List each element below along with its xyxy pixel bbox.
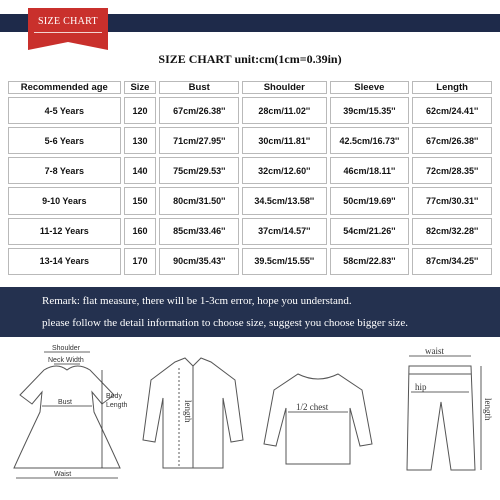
table-row (8, 248, 492, 275)
cell-size: 130 (124, 127, 157, 154)
cell-bust: 85cm/33.46'' (159, 218, 239, 245)
cell-bust: 80cm/31.50'' (159, 187, 239, 214)
cell-bust: 75cm/29.53'' (159, 157, 239, 184)
cell-sleeve: 46cm/18.11'' (330, 157, 410, 184)
cell-sleeve: 58cm/22.83'' (330, 248, 410, 275)
pants-waist-label: waist (425, 346, 444, 356)
cell-age: 4-5 Years (8, 97, 121, 124)
header-shoulder: Shoulder (242, 81, 326, 94)
cell-length: 72cm/28.35'' (412, 157, 492, 184)
header-length: Length (412, 81, 492, 94)
header-sleeve: Sleeve (330, 81, 410, 94)
cell-bust: 71cm/27.95'' (159, 127, 239, 154)
cell-length: 62cm/24.41'' (412, 97, 492, 124)
cell-bust: 67cm/26.38'' (159, 97, 239, 124)
cell-age: 13-14 Years (8, 248, 121, 275)
badge-ribbon-tail (28, 42, 108, 50)
cell-age: 5-6 Years (8, 127, 121, 154)
table-row (8, 218, 492, 245)
cell-sleeve: 54cm/21.26'' (330, 218, 410, 245)
cell-shoulder: 28cm/11.02'' (242, 97, 326, 124)
sweater-measure-diagram (258, 340, 378, 490)
cell-size: 160 (124, 218, 157, 245)
waist-label: Waist (54, 471, 72, 478)
cell-sleeve: 39cm/15.35'' (330, 97, 410, 124)
chart-title: SIZE CHART unit:cm(1cm=0.39in) (158, 52, 342, 66)
cell-sleeve: 50cm/19.69'' (330, 187, 410, 214)
cell-size: 150 (124, 187, 157, 214)
cell-length: 87cm/34.25'' (412, 248, 492, 275)
table-row (8, 157, 492, 184)
cell-age: 11-12 Years (8, 218, 121, 245)
remark-line-2: please follow the detail information to choose size, suggest you choose bigger size. (42, 317, 408, 329)
shirt-measure-diagram (135, 340, 250, 490)
cell-shoulder: 37cm/14.57'' (242, 218, 326, 245)
neck-width-label: Neck Width (48, 357, 84, 364)
remark-line-1: Remark: flat measure, there will be 1-3cm error, hope you understand. (42, 295, 352, 307)
pants-measure-diagram (385, 340, 497, 490)
cell-size: 120 (124, 97, 157, 124)
remark-panel (0, 287, 500, 337)
cell-age: 9-10 Years (8, 187, 121, 214)
badge-label: SIZE CHART (38, 16, 98, 27)
header-age: Recommended age (8, 81, 121, 94)
cell-length: 67cm/26.38'' (412, 127, 492, 154)
size-table (5, 78, 495, 278)
body-length-label-2: Length (106, 402, 128, 409)
cell-shoulder: 30cm/11.81'' (242, 127, 326, 154)
dress-outline (14, 366, 120, 468)
cell-shoulder: 39.5cm/15.55'' (242, 248, 326, 275)
badge-divider (34, 32, 102, 33)
cell-bust: 90cm/35.43'' (159, 248, 239, 275)
pants-hip-label: hip (415, 382, 427, 392)
size-chart-badge (28, 8, 108, 42)
cell-size: 140 (124, 157, 157, 184)
cell-age: 7-8 Years (8, 157, 121, 184)
table-row (8, 97, 492, 124)
body-length-label-1: Body (106, 393, 122, 400)
cell-length: 77cm/30.31'' (412, 187, 492, 214)
bust-label: Bust (58, 399, 73, 406)
pants-length-label: length (483, 398, 493, 421)
header-size: Size (124, 81, 157, 94)
shoulder-label: Shoulder (52, 345, 81, 352)
cell-shoulder: 32cm/12.60'' (242, 157, 326, 184)
shirt-length-label: length (183, 400, 193, 423)
table-row (8, 127, 492, 154)
cell-shoulder: 34.5cm/13.58'' (242, 187, 326, 214)
table-header-row (8, 81, 492, 94)
chest-label: 1/2 chest (296, 402, 329, 412)
header-bust: Bust (159, 81, 239, 94)
dress-measure-diagram (2, 340, 132, 490)
cell-length: 82cm/32.28'' (412, 218, 492, 245)
table-row (8, 187, 492, 214)
sweater-outline (264, 374, 372, 464)
cell-sleeve: 42.5cm/16.73'' (330, 127, 410, 154)
cell-size: 170 (124, 248, 157, 275)
